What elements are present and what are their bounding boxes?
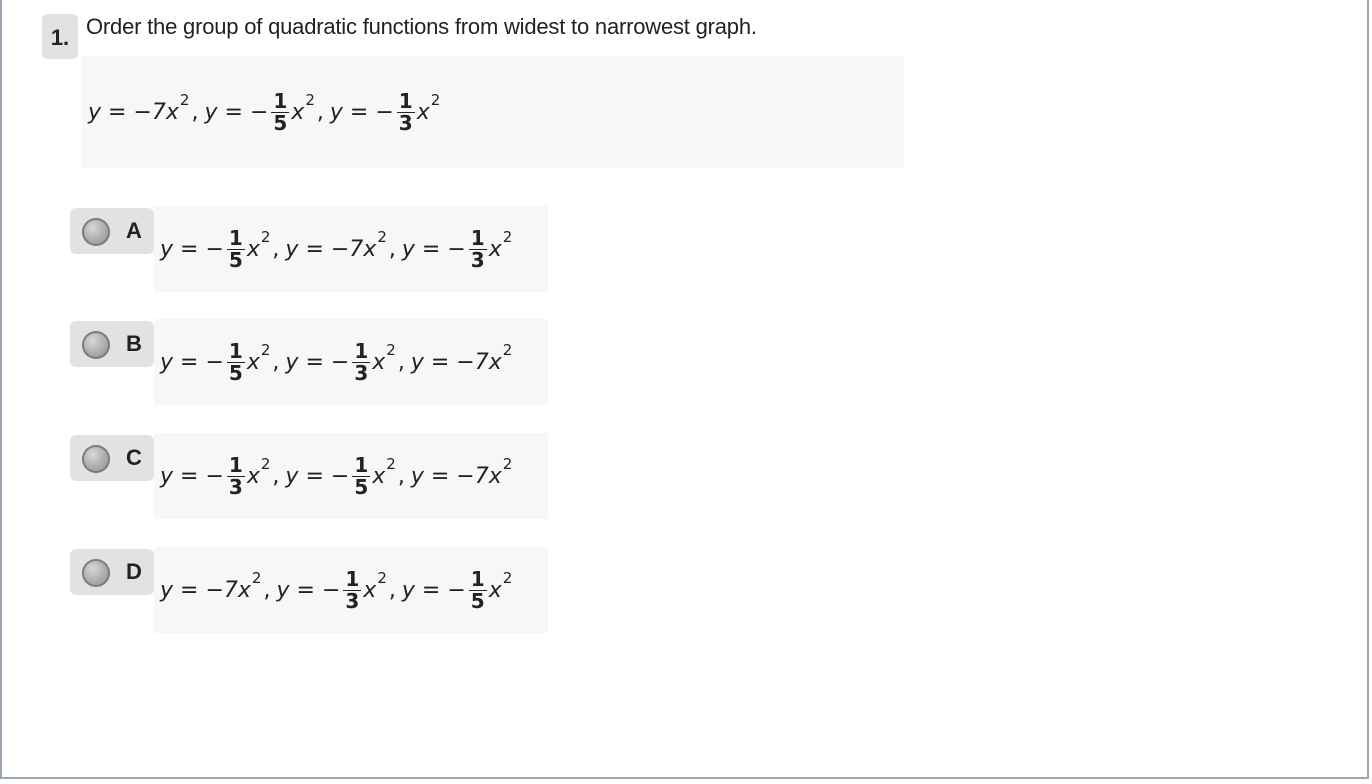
math-term: x	[416, 99, 430, 125]
math-term: ,	[397, 463, 405, 489]
math-fraction	[469, 225, 487, 272]
math-exponent: 2	[260, 455, 271, 473]
math-term: −	[330, 349, 350, 375]
math-term: x	[246, 349, 260, 375]
fraction-denominator: 5	[354, 474, 369, 499]
math-fraction	[352, 338, 370, 385]
radio-button-icon[interactable]	[82, 331, 110, 359]
option-letter: D	[126, 559, 142, 584]
option-c-math	[154, 433, 548, 519]
math-term: y	[160, 236, 174, 262]
radio-button-icon[interactable]	[82, 445, 110, 473]
fraction-numerator: 1	[354, 452, 369, 477]
math-term: =	[180, 577, 199, 603]
math-exponent: 2	[260, 228, 271, 246]
math-term: ,	[272, 236, 280, 262]
math-exponent: 2	[260, 341, 271, 359]
math-term: y	[285, 349, 299, 375]
fraction-denominator: 3	[354, 360, 369, 385]
math-term: =	[180, 349, 199, 375]
math-term: =	[305, 349, 324, 375]
math-term: ,	[272, 349, 280, 375]
option-d-selector[interactable]	[70, 549, 154, 595]
fraction-numerator: 1	[228, 338, 243, 363]
math-fraction	[397, 88, 415, 135]
math-fraction	[271, 88, 289, 135]
option-d-math	[154, 547, 548, 633]
math-term: x	[488, 236, 502, 262]
option-a-math	[154, 206, 548, 292]
math-term: y	[410, 349, 424, 375]
math-term: y	[160, 349, 174, 375]
option-letter: B	[126, 331, 142, 356]
math-term: x	[363, 577, 377, 603]
math-term: −	[447, 577, 466, 603]
math-term: =	[421, 577, 441, 603]
math-term: −	[205, 349, 224, 375]
math-term: −7x	[133, 99, 179, 125]
math-term: y	[410, 463, 424, 489]
math-term: y	[88, 99, 102, 125]
fraction-numerator: 1	[354, 338, 369, 363]
fraction-numerator: 1	[398, 88, 413, 113]
math-term: y	[160, 577, 174, 603]
math-term: −	[330, 463, 350, 489]
math-exponent: 2	[377, 228, 387, 246]
math-term: ,	[397, 349, 405, 375]
math-term: ,	[388, 236, 396, 262]
option-a-selector[interactable]	[70, 208, 154, 254]
fraction-denominator: 3	[345, 588, 360, 613]
math-term: ,	[388, 577, 396, 603]
math-term: −	[375, 99, 394, 125]
option-letter: C	[126, 445, 142, 470]
math-fraction	[352, 452, 370, 499]
math-exponent: 2	[502, 569, 513, 587]
math-term: −	[447, 236, 466, 262]
radio-button-icon[interactable]	[82, 218, 110, 246]
math-exponent: 2	[386, 341, 396, 359]
math-exponent: 2	[305, 91, 315, 109]
math-exponent: 2	[377, 569, 387, 587]
math-term: y	[276, 577, 290, 603]
math-term: −7x	[205, 577, 251, 603]
fraction-numerator: 1	[470, 566, 485, 591]
fraction-numerator: 1	[228, 452, 243, 477]
math-term: −7x	[456, 463, 502, 489]
math-term: =	[180, 236, 199, 262]
math-term: =	[305, 463, 324, 489]
option-b-math	[154, 319, 548, 405]
math-term: y	[285, 236, 299, 262]
math-term: =	[430, 463, 450, 489]
math-term: −	[321, 577, 341, 603]
math-term: x	[291, 99, 305, 125]
math-term: x	[246, 236, 260, 262]
math-term: y	[401, 577, 415, 603]
math-term: =	[349, 99, 369, 125]
math-term: =	[180, 463, 199, 489]
math-term: ,	[263, 577, 271, 603]
math-fraction	[227, 225, 245, 272]
fraction-numerator: 1	[345, 566, 360, 591]
math-term: =	[224, 99, 243, 125]
math-exponent: 2	[430, 91, 441, 109]
math-fraction	[227, 338, 245, 385]
math-term: y	[329, 99, 343, 125]
math-term: y	[204, 99, 218, 125]
math-exponent: 2	[502, 228, 513, 246]
math-term: x	[246, 463, 260, 489]
option-b-selector[interactable]	[70, 321, 154, 367]
math-term: =	[108, 99, 127, 125]
option-c-selector[interactable]	[70, 435, 154, 481]
math-exponent: 2	[502, 341, 513, 359]
math-exponent: 2	[386, 455, 396, 473]
math-term: y	[160, 463, 174, 489]
math-term: −	[249, 99, 269, 125]
math-term: y	[285, 463, 299, 489]
math-term: ,	[272, 463, 280, 489]
fraction-denominator: 3	[228, 474, 243, 499]
math-term: =	[305, 236, 324, 262]
math-exponent: 2	[179, 91, 190, 109]
math-term: −7x	[330, 236, 377, 262]
fraction-denominator: 5	[273, 110, 288, 135]
fraction-denominator: 3	[470, 247, 485, 272]
math-term: ,	[191, 99, 199, 125]
option-letter: A	[126, 218, 142, 243]
math-term: x	[372, 349, 386, 375]
math-term: x	[372, 463, 386, 489]
math-term: =	[430, 349, 450, 375]
math-term: x	[488, 577, 502, 603]
math-term: =	[421, 236, 441, 262]
radio-button-icon[interactable]	[82, 559, 110, 587]
question-prompt: Order the group of quadratic functions from widest to narrowest graph.	[86, 14, 757, 39]
fraction-numerator: 1	[273, 88, 288, 113]
fraction-denominator: 5	[470, 588, 485, 613]
fraction-denominator: 5	[228, 360, 243, 385]
math-term: −7x	[456, 349, 502, 375]
math-term: −	[205, 236, 224, 262]
given-functions	[82, 56, 904, 168]
fraction-numerator: 1	[470, 225, 485, 250]
math-term: =	[296, 577, 315, 603]
math-exponent: 2	[502, 455, 513, 473]
math-fraction	[469, 566, 487, 613]
math-fraction	[343, 566, 361, 613]
fraction-denominator: 5	[228, 247, 243, 272]
fraction-numerator: 1	[228, 225, 243, 250]
math-term: ,	[316, 99, 324, 125]
math-exponent: 2	[251, 569, 262, 587]
math-fraction	[227, 452, 245, 499]
fraction-denominator: 3	[398, 110, 413, 135]
math-term: y	[401, 236, 415, 262]
math-term: −	[205, 463, 224, 489]
question-number: 1.	[42, 14, 78, 59]
